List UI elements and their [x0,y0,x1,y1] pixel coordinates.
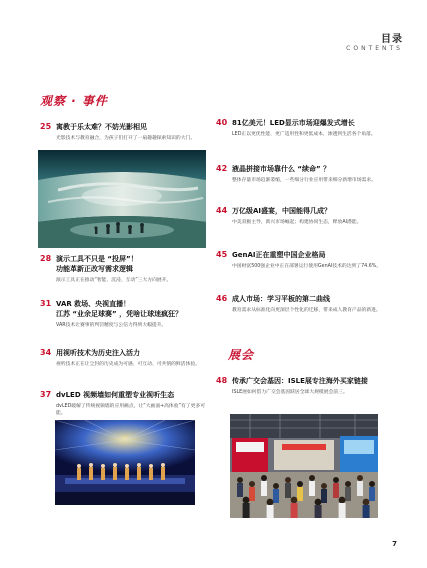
toc-entry-page: 25 [40,122,52,131]
toc-entry[interactable] [40,348,210,368]
toc-entry[interactable] [40,390,210,417]
toc-entry-desc: 演示工具正在推动“智能、沉浸、互动”三大方向展开。 [56,278,172,283]
toc-entry-desc: LED正以更优性能、更广适用性和更低成本，渗透到生活各个角落。 [232,132,376,137]
toc-entry-title: 万亿级AI盛宴，中国能得几成？ [232,207,332,215]
toc-entry-title: 成人市场：学习平板的第二曲线 [232,295,330,303]
toc-entry[interactable] [40,299,210,329]
photo-led-stage [55,420,195,505]
toc-entry-desc: 教育需求从标准化向更深层个性化的迁移，带来成人教育产品的新进。 [232,308,381,313]
toc-entry-page: 37 [40,390,52,399]
toc-entry[interactable] [40,254,210,284]
toc-entry-desc: 视听技术正在让尘封的历史成为可感、可互动、可共情的鲜活体验。 [56,362,200,367]
toc-entry-desc: dvLED破解了传统视频墙的应用痛点，让“大画面+高体验”有了更多可能。 [56,404,205,416]
toc-entry-title: 用视听技术为历史注入活力 [56,349,140,357]
toc-entry-title: 液晶拼接市场靠什么 “续命” ？ [232,165,331,173]
toc-entry[interactable] [216,206,386,226]
toc-entry-title: 寓教于乐太难？不妨光影相见 [56,123,147,131]
toc-entry-desc: 中国财富500强企业中正在部署运行使用GenAI技术的达到了74.6%。 [232,264,382,269]
contents-subtitle: CONTENTS [346,45,403,52]
photo-projection-room [38,150,206,248]
toc-entry[interactable] [216,250,386,270]
contents-title: 目录 [381,34,403,45]
toc-entry-page: 42 [216,164,228,173]
toc-entry-page: 46 [216,294,228,303]
toc-entry-page: 34 [40,348,52,357]
toc-entry-title: dvLED 视频墙如何重塑专业视听生态 [56,391,175,399]
photo-exhibition-hall [230,414,378,518]
section-title-exhibition: 展会 [228,348,255,362]
toc-entry-page: 28 [40,254,52,263]
toc-entry-title: VAR 救场、央视直播！ 江苏 “业余足球赛” ，凭啥让球迷疯狂？ [56,300,183,318]
toc-entry-page: 45 [216,250,228,259]
toc-entry[interactable] [40,122,210,142]
toc-entry-title: 演示工具不只是 “投屏”！ 功能革新正改写需求逻辑 [56,255,138,273]
toc-entry-desc: 中美双极主导，新兴市场崛起；构建协同生态，释放AI潜能。 [232,220,362,225]
toc-entry-desc: VAR技术让赛事的判罚精度与公信力得到大幅提升。 [56,323,167,328]
page-number: 7 [392,540,397,548]
toc-entry[interactable] [216,294,386,314]
toc-entry-title: 81亿美元！LED显示市场迎爆发式增长 [232,119,355,127]
toc-entry-page: 40 [216,118,228,127]
toc-entry-title: 传承广交会基因：ISLE展专注海外买家链接 [232,377,368,385]
toc-entry-page: 31 [40,299,52,308]
toc-entry-desc: 光影技术与教育融合，为孩子们打开了一扇趣趣探索知识的大门。 [56,136,196,141]
toc-entry[interactable] [216,164,386,184]
toc-entry-page: 48 [216,376,228,385]
toc-entry-page: 44 [216,206,228,215]
toc-entry-desc: ISLE展如何借力广交会基因跃居全球大规模展会前三。 [232,390,348,395]
toc-entry-title: GenAI正在重塑中国企业格局 [232,251,326,259]
toc-entry-desc: 整体存量市场趋渐萎缩，一些细分行业应用带来细分新增市场需求。 [232,178,376,183]
toc-entry[interactable] [216,118,386,138]
section-title-observe: 观察 · 事件 [40,94,108,108]
toc-entry[interactable] [216,376,386,396]
